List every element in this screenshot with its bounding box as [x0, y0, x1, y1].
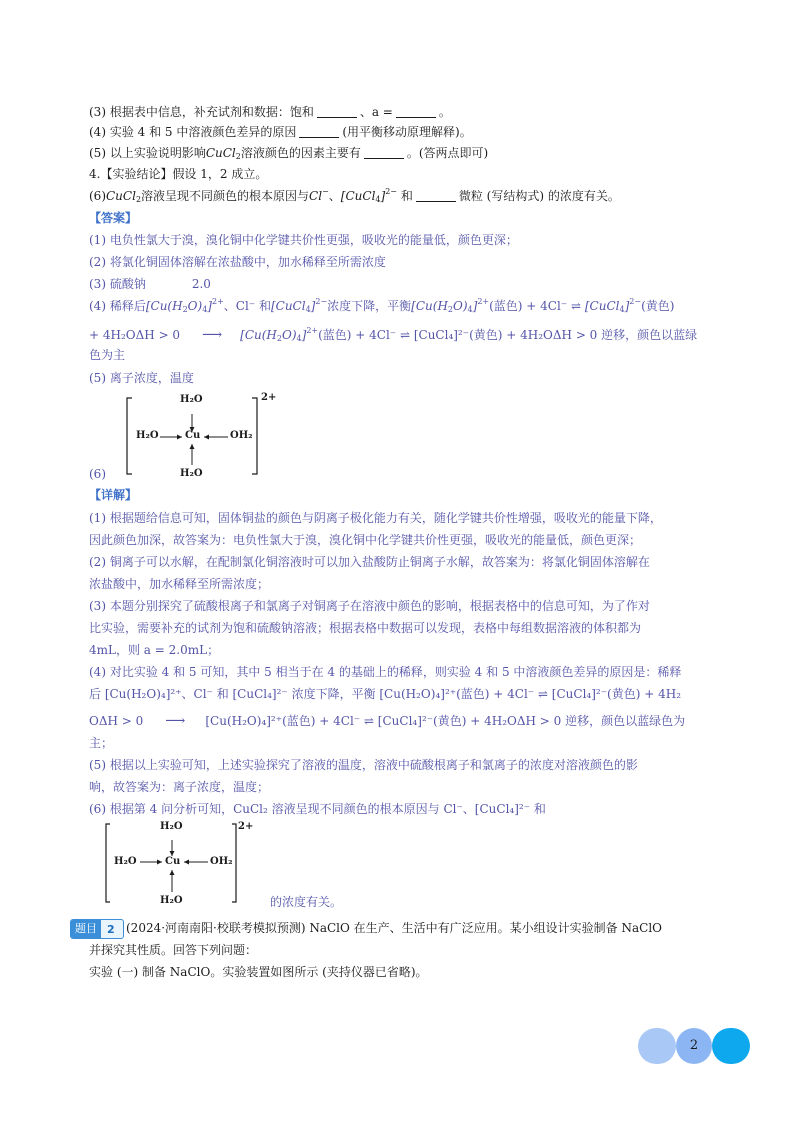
- text: [Cu(H₂O)₄]²⁺(蓝色) + 4Cl⁻ ⇌ [CuCl₄]²⁻(黄色) + 4H₂OΔH > 0 逆移，颜色以蓝绿色为: [205, 714, 686, 728]
- chem-formula: [Cu(H: [411, 299, 448, 313]
- ligand-right: OH₂: [230, 430, 253, 441]
- answer-5: (5) 离子浓度，温度: [89, 371, 194, 385]
- detail-3c: 4mL，则 a = 2.0mL；: [89, 643, 220, 657]
- separator: 、: [328, 189, 341, 203]
- detail-4b: 后 [Cu(H₂O)₄]²⁺、Cl⁻ 和 [CuCl₄]²⁻ 浓度下降，平衡 [Cu(H₂O)₄]²⁺(蓝色) + 4Cl⁻ ⇌ [CuCl₄]²⁻(黄色) + 4H₂: [89, 687, 682, 701]
- chem-formula: O): [187, 299, 203, 313]
- detail-2a: (2) 铜离子可以水解，在配制氯化铜溶液时可以加入盐酸防止铜离子水解，故答案为：将氯化铜固体溶解在: [89, 555, 650, 569]
- q3-text-end: 。: [438, 105, 451, 119]
- q3-text: (3) 根据表中信息，补充试剂和数据：饱和: [89, 105, 314, 119]
- chem-formula: [CuCl: [340, 189, 376, 203]
- answer-blank: [364, 146, 404, 159]
- detail-2b: 浓盐酸中，加水稀释至所需浓度；: [89, 577, 270, 591]
- answer-heading: 【答案】: [89, 211, 138, 225]
- detail-6-tail: 的浓度有关。: [270, 895, 343, 909]
- equilibrium-arrow-icon: ⟶: [165, 713, 184, 729]
- answer-4-line-3: 色为主: [89, 348, 126, 362]
- text: (蓝色) + 4Cl⁻ ⇌ [CuCl₄]²⁻(黄色) + 4H₂OΔH > 0 逆移，颜色以蓝绿: [318, 328, 698, 342]
- answer-4-line-2: + 4H₂OΔH > 0 ⟶ $[Cu(H_2O)_4]^{2+}$(蓝色) + 4Cl⁻ ⇌ [CuCl₄]²⁻(黄色) + 4H₂OΔH > 0 逆移，颜色以蓝绿: [89, 326, 698, 343]
- decorative-circle: [638, 1028, 676, 1064]
- detail-1a: (1) 根据题给信息可知，固体铜盐的颜色与阴离子极化能力有关，随化学键共价性增强，吸收光的能量下降，: [89, 511, 662, 525]
- text: (4) 稀释后: [89, 299, 146, 313]
- q6-and: 和: [400, 189, 413, 203]
- metal-center: Cu: [185, 430, 201, 441]
- text: 浓度下降，平衡: [327, 299, 412, 313]
- detail-heading: 【详解】: [89, 488, 138, 502]
- ligand-left: H₂O: [114, 856, 137, 867]
- subscript: 2: [447, 305, 454, 314]
- answer-blank: [299, 125, 339, 138]
- charge: 2+: [261, 392, 277, 403]
- chem-formula: [CuCl: [270, 299, 306, 313]
- subscript: 2: [135, 195, 142, 204]
- text: 、Cl⁻ 和: [223, 299, 271, 313]
- detail-1b: 因此颜色加深，故答案为：电负性氯大于溴，溴化铜中化学键共价性更强，吸收光的能量低，颜色更深；: [89, 533, 642, 547]
- chem-formula: CuCl: [205, 146, 236, 160]
- answer-3-value: 2.0: [191, 277, 211, 291]
- superscript: 2−: [315, 297, 328, 306]
- q5-text: (5) 以上实验说明影响: [89, 146, 206, 160]
- badge-label: 题目: [71, 920, 101, 938]
- detail-5a: (5) 根据以上实验可知，上述实验探究了溶液的温度，溶液中硫酸根离子和氯离子的浓度对溶液颜色的影: [89, 758, 638, 772]
- ligand-left: H₂O: [136, 430, 159, 441]
- answer-2: (2) 将氯化铜固体溶解在浓盐酸中，加水稀释至所需浓度: [89, 255, 386, 269]
- question-4: [89, 124, 472, 140]
- q4-text-end: (用平衡移动原理解释)。: [342, 125, 472, 139]
- subscript: 4: [467, 305, 473, 314]
- copper-aqua-complex-structure: [124, 392, 277, 484]
- answer-blank: [416, 189, 456, 202]
- subscript: 4: [202, 305, 208, 314]
- detail-6a: (6) 根据第 4 问分析可知，CuCl₂ 溶液呈现不同颜色的根本原因与 Cl⁻、[CuCl₄]²⁻ 和: [89, 802, 546, 816]
- question-5: [89, 145, 488, 161]
- superscript: 2−: [629, 297, 642, 306]
- bracket: ]: [207, 299, 212, 313]
- page-number-badge: [638, 1028, 750, 1064]
- question-3: [89, 104, 451, 120]
- experiment-conclusion: 4.【实验结论】假设 1，2 成立。: [89, 167, 268, 181]
- detail-3b: 比实验，需要补充的试剂为饱和硫酸钠溶液；根据表格中数据可以发现，表格中每组数据溶液的体积都为: [89, 621, 642, 635]
- decorative-circle: [712, 1028, 750, 1064]
- ligand-right: OH₂: [210, 856, 233, 867]
- q4-text: (4) 实验 4 和 5 中溶液颜色差异的原因: [89, 125, 297, 139]
- bracket: ]: [380, 189, 386, 203]
- page-number: 2: [689, 1038, 699, 1053]
- detail-5b: 响，故答案为：离子浓度，温度；: [89, 780, 270, 794]
- subscript: 2: [235, 152, 241, 161]
- answer-3-label: (3) 硫酸钠: [89, 277, 146, 291]
- charge: 2+: [238, 821, 254, 832]
- chem-formula: [CuCl: [584, 299, 620, 313]
- chem-formula: [Cu(H: [145, 299, 183, 313]
- ligand-bottom: H₂O: [180, 468, 203, 479]
- badge-number: 2: [107, 922, 115, 936]
- text: OΔH > 0: [89, 714, 144, 728]
- q6-label: (6): [89, 189, 106, 203]
- detail-4a: (4) 对比实验 4 和 5 可知，其中 5 相当于在 4 的基础上的稀释，则实验 4 和 5 中溶液颜色差异的原因是：稀释: [89, 665, 682, 679]
- detail-4d: 主；: [89, 736, 114, 750]
- bracket: ]: [472, 299, 478, 313]
- chem-formula: CuCl: [106, 189, 136, 203]
- detail-4c: [89, 713, 685, 729]
- ligand-top: H₂O: [180, 394, 203, 405]
- chem-formula: O): [453, 299, 468, 313]
- chem-formula: Cl: [309, 189, 323, 203]
- question-2-line-3: 实验 (一) 制备 NaClO。实验装置如图所示 (夹持仪器已省略)。: [89, 965, 428, 979]
- q3-text-mid: 、a =: [359, 105, 393, 119]
- superscript: −: [322, 187, 329, 196]
- q6-text: 溶液呈现不同颜色的根本原因与: [141, 189, 310, 203]
- copper-aqua-complex-structure-2: [104, 818, 254, 910]
- text: (黄色): [641, 299, 675, 313]
- question-badge: [70, 919, 124, 939]
- answer-blank: [317, 105, 357, 118]
- text: (蓝色) + 4Cl⁻ ⇌: [489, 299, 585, 313]
- subscript: 2: [182, 305, 188, 314]
- superscript: 2+: [477, 297, 490, 306]
- superscript: 2−: [385, 187, 397, 196]
- ligand-bottom: H₂O: [160, 895, 183, 906]
- detail-3a: (3) 本题分别探究了硫酸根离子和氯离子对铜离子在溶液中颜色的影响，根据表格中的信息可知，为了作对: [89, 599, 650, 613]
- answer-4-line-1: (4) 稀释后$[Cu(H_2O)_4]^{2+}$、Cl⁻ 和[CuCl$_4$]$^{2-}$浓度下降，平衡$[Cu(H_2O)_4]^{2+}$(蓝色) + 4Cl⁻ ⇌ [CuCl$_4$]$^{2-}$(黄色): [89, 297, 675, 314]
- equilibrium-arrow-icon: ⟶: [202, 327, 221, 343]
- q5-text-mid: 溶液颜色的因素主要有: [240, 146, 361, 160]
- question-2-line-1: (2024·河南南阳·校联考模拟预测) NaClO 在生产、生活中有广泛应用。某小组设计实验制备 NaClO: [126, 921, 663, 935]
- superscript: 2+: [211, 297, 224, 306]
- answer-6-label: (6): [89, 467, 106, 481]
- subscript: 4: [305, 305, 311, 314]
- ligand-top: H₂O: [160, 821, 183, 832]
- answer-blank: [396, 105, 436, 118]
- question-6: [89, 188, 620, 204]
- metal-center: Cu: [165, 856, 181, 867]
- q5-text-end: 。(答两点即可): [406, 146, 489, 160]
- answer-1: (1) 电负性氯大于溴，溴化铜中化学键共价性更强，吸收光的能量低，颜色更深；: [89, 233, 518, 247]
- answer-3: [89, 276, 211, 292]
- subscript: 4: [619, 305, 625, 314]
- question-2-line-2: 并探究其性质。回答下列问题：: [89, 943, 258, 957]
- q6-text-end: 微粒 (写结构式) 的浓度有关。: [458, 189, 620, 203]
- text: + 4H₂OΔH > 0: [89, 328, 181, 342]
- subscript: 4: [375, 195, 381, 204]
